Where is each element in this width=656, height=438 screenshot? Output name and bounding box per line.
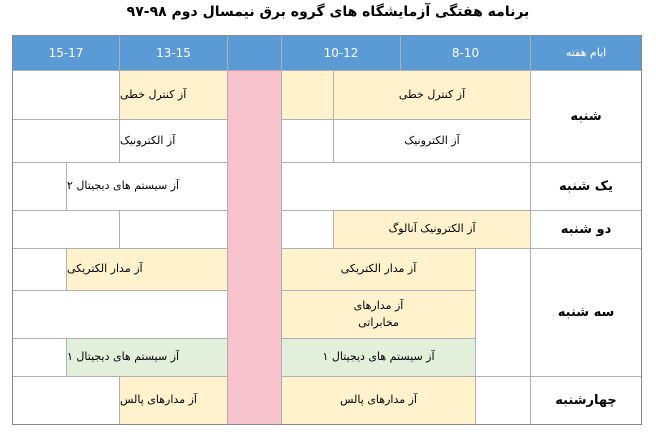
sat-am-class-1: آز کنترل خطی: [333, 70, 531, 120]
header-slot-13-15: 13-15: [119, 35, 228, 71]
tue-pm-blank-2: [12, 290, 228, 339]
sat-pm-blank-1: [12, 70, 120, 120]
header-slot-8-10: 8-10: [400, 35, 531, 71]
header-slot-15-17: 15-17: [12, 35, 120, 71]
break-column: [227, 70, 282, 425]
sun-pm-class: آز سیستم های دیجیتال ۲: [66, 162, 228, 211]
tue-pm-class-3: آز سیستم های دیجیتال ۱: [66, 338, 228, 377]
tue-pm-class-1: آز مدار الکتریکی: [66, 248, 228, 291]
day-tuesday: سه شنبه: [530, 248, 642, 377]
sat-am-blank-1: [281, 70, 334, 120]
day-sunday: یک شنبه: [530, 162, 642, 211]
sat-pm-class-2: آز الکترونیک: [119, 119, 228, 163]
sat-am-blank-2: [281, 119, 334, 163]
sat-pm-class-1: آز کنترل خطی: [119, 70, 228, 120]
day-monday: دو شنبه: [530, 210, 642, 249]
mon-am-blank: [281, 210, 334, 249]
sat-pm-blank-2: [12, 119, 120, 163]
mon-am-class: آز الکترونیک آنالوگ: [333, 210, 531, 249]
mon-pm-blank-2: [119, 210, 228, 249]
page-title: برنامه هفتگی آزمایشگاه های گروه برق نیمسال دوم ۹۸-۹۷: [126, 4, 530, 20]
mon-pm-blank-1: [12, 210, 120, 249]
wed-am-blank: [475, 376, 531, 425]
wed-am-class: آز مدارهای پالس: [281, 376, 476, 425]
tue-am-class-1: آز مدار الکتریکی: [281, 248, 476, 291]
wed-pm-blank: [12, 376, 120, 425]
tue-am-blank: [475, 248, 531, 377]
sun-am-blank: [281, 162, 531, 211]
tue-pm-blank-3: [12, 338, 67, 377]
tue-am-class-2-line1: آز مدارهای: [353, 299, 404, 312]
header-days: ایام هفته: [530, 35, 642, 71]
day-wednesday: چهارشنبه: [530, 376, 642, 425]
sat-am-class-2: آز الکترونیک: [333, 119, 531, 163]
sun-pm-blank: [12, 162, 67, 211]
wed-pm-class: آز مدارهای پالس: [119, 376, 228, 425]
tue-am-class-2-line2: مخابراتی: [358, 315, 399, 329]
header-break: [227, 35, 282, 71]
day-saturday: شنبه: [530, 70, 642, 163]
tue-pm-blank-1: [12, 248, 67, 291]
header-slot-10-12: 10-12: [281, 35, 401, 71]
tue-am-class-2: [281, 290, 476, 339]
tue-am-class-3: آز سیستم های دیجیتال ۱: [281, 338, 476, 377]
